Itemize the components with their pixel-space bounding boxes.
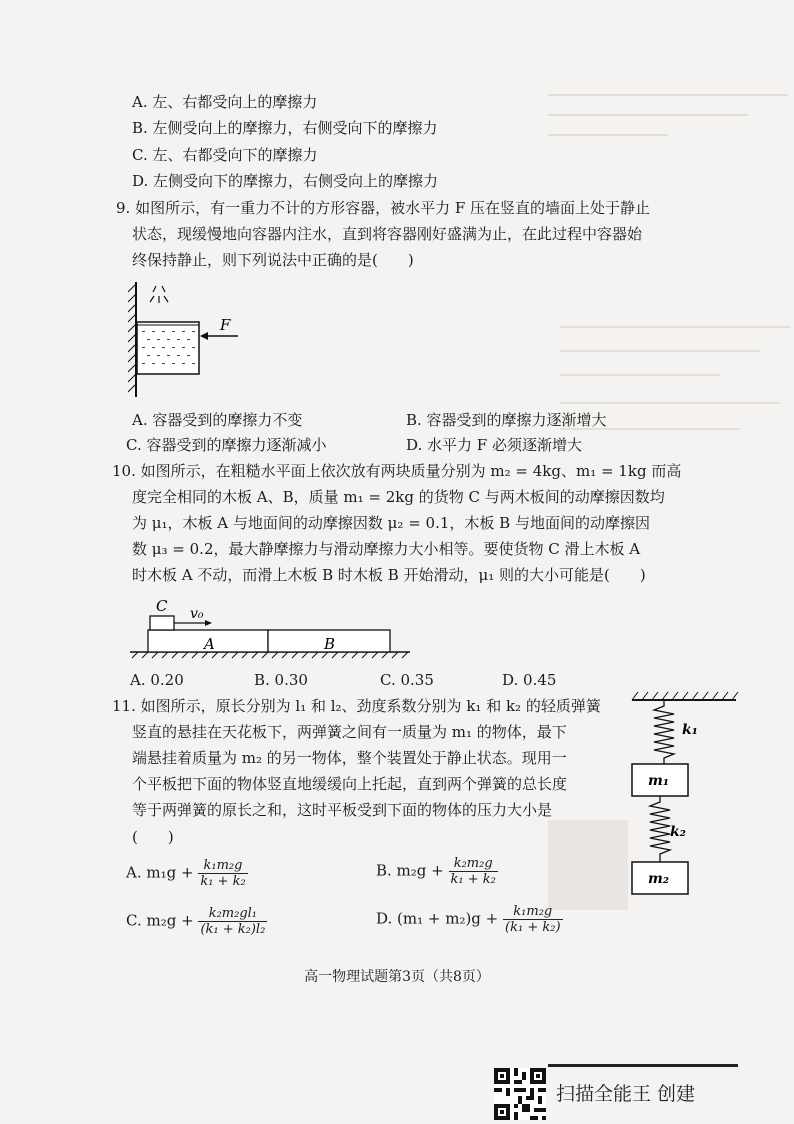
q11-option-d xyxy=(376,904,563,935)
q10-stem-line-1: 10. 如图所示，在粗糙水平面上依次放有两块质量分别为 m₂ = 4kg、m₁ = 1kg 而高 xyxy=(112,462,682,480)
q10-option-c: C. 0.35 xyxy=(380,671,434,689)
q11-stem-line-5: 等于两弹簧的原长之和，这时平板受到下面的物体的压力大小是 xyxy=(132,801,553,819)
q11-option-d-prefix: D. (m₁ + m₂)g + xyxy=(376,909,499,928)
q11-stem-line-4: 个平板把下面的物体竖直地缓缓向上托起，直到两个弹簧的总长度 xyxy=(132,775,568,793)
q9-option-a: A. 容器受到的摩擦力不变 xyxy=(132,411,303,429)
q8-option-b: B. 左侧受向上的摩擦力，右侧受向下的摩擦力 xyxy=(132,119,438,137)
q11-option-b xyxy=(376,856,498,887)
force-label-F: F xyxy=(220,316,231,334)
fraction-denominator: (k₁ + k₂)l₂ xyxy=(200,922,266,937)
bleed-through-text xyxy=(548,88,788,148)
q10-figure-boards xyxy=(128,594,413,664)
q10-option-a: A. 0.20 xyxy=(130,671,184,689)
fraction-numerator: k₂m₂g xyxy=(449,856,498,872)
q9-stem-line-1: 9. 如图所示，有一重力不计的方形容器，被水平力 F 压在竖直的墙面上处于静止 xyxy=(116,199,651,217)
q10-stem-line-3: 为 μ₁，木板 A 与地面间的动摩擦因数 μ₂ = 0.1，木板 B 与地面间的动摩擦因 xyxy=(132,514,650,532)
fraction-denominator: (k₁ + k₂) xyxy=(505,920,561,935)
q11-option-c-fraction xyxy=(198,906,267,937)
bleed-through-text xyxy=(560,320,790,460)
q10-stem-line-5: 时木板 A 不动，而滑上木板 B 时木板 B 开始滑动，μ₁ 则的大小可能是( ) xyxy=(132,566,646,584)
q11-stem-line-2: 竖直的悬挂在天花板下，两弹簧之间有一质量为 m₁ 的物体，最下 xyxy=(132,723,567,741)
label-A: A xyxy=(204,635,215,653)
label-C: C xyxy=(156,597,168,615)
q11-stem-line-1: 11. 如图所示，原长分别为 l₁ 和 l₂、劲度系数分别为 k₁ 和 k₂ 的轻质弹簧 xyxy=(112,697,601,715)
q8-option-c: C. 左、右都受向下的摩擦力 xyxy=(132,146,318,164)
label-m2: m₂ xyxy=(648,871,669,887)
q11-option-a-prefix: A. m₁g + xyxy=(126,863,194,882)
q9-figure-wall-container xyxy=(128,282,258,402)
q11-option-d-fraction xyxy=(503,904,562,935)
fraction-numerator: k₁m₂g xyxy=(503,904,562,920)
q10-stem-line-2: 度完全相同的木板 A、B，质量 m₁ = 2kg 的货物 C 与两木板间的动摩擦因数均 xyxy=(132,488,665,506)
q11-option-a-fraction xyxy=(198,858,247,889)
q10-option-b: B. 0.30 xyxy=(254,671,308,689)
label-v0: v₀ xyxy=(190,606,204,622)
q11-option-c-prefix: C. m₂g + xyxy=(126,911,194,930)
fraction-numerator: k₁m₂g xyxy=(198,858,247,874)
q8-option-a: A. 左、右都受向上的摩擦力 xyxy=(132,93,318,111)
fraction-denominator: k₁ + k₂ xyxy=(200,874,246,889)
q10-option-d: D. 0.45 xyxy=(502,671,557,689)
fraction-denominator: k₁ + k₂ xyxy=(450,872,496,887)
q11-stem-line-6: ( ) xyxy=(132,828,174,846)
bleed-through-block xyxy=(548,820,628,910)
q11-option-b-fraction xyxy=(449,856,498,887)
page-footer: 高一物理试题第3页（共8页） xyxy=(304,969,490,985)
q11-option-b-prefix: B. m₂g + xyxy=(376,861,444,880)
q11-option-c xyxy=(126,906,267,937)
qr-code-icon xyxy=(494,1068,546,1120)
scanner-credit: 扫描全能王 创建 xyxy=(556,1083,696,1105)
label-m1: m₁ xyxy=(648,773,669,789)
q9-option-b: B. 容器受到的摩擦力逐渐增大 xyxy=(406,411,607,429)
q9-stem-line-3: 终保持静止，则下列说法中正确的是( ) xyxy=(132,251,414,269)
label-B: B xyxy=(324,635,336,653)
q9-option-c: C. 容器受到的摩擦力逐渐减小 xyxy=(126,436,327,454)
q10-stem-line-4: 数 μ₃ = 0.2，最大静摩擦力与滑动摩擦力大小相等。要使货物 C 滑上木板 A xyxy=(132,540,641,558)
q11-figure-springs xyxy=(628,690,740,905)
q11-stem-line-3: 端悬挂着质量为 m₂ 的另一物体，整个装置处于静止状态。现用一 xyxy=(132,749,567,767)
q9-option-d: D. 水平力 F 必须逐渐增大 xyxy=(406,436,582,454)
q11-option-a xyxy=(126,858,248,889)
q8-option-d: D. 左侧受向下的摩擦力，右侧受向上的摩擦力 xyxy=(132,172,439,190)
label-k2: k₂ xyxy=(670,824,686,840)
q9-stem-line-2: 状态，现缓慢地向容器内注水，直到将容器刚好盛满为止，在此过程中容器始 xyxy=(132,225,643,243)
fraction-numerator: k₂m₂gl₁ xyxy=(198,906,267,922)
label-k1: k₁ xyxy=(682,722,698,738)
scanner-divider xyxy=(548,1064,738,1067)
